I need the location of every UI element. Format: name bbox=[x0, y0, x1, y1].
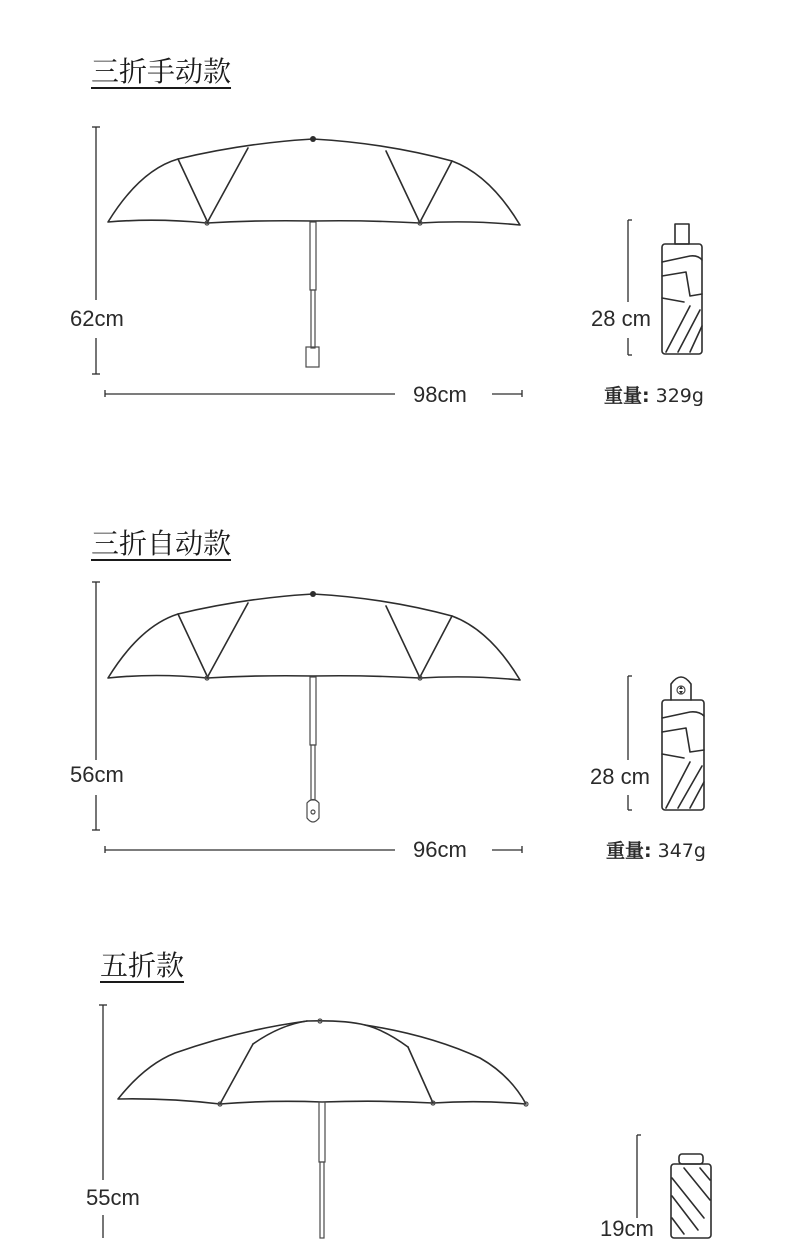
weight-value: 329g bbox=[655, 385, 704, 407]
weight-key: 重量: bbox=[604, 385, 650, 407]
folded-length-label: 19cm bbox=[600, 1216, 654, 1241]
weight-value: 347g bbox=[657, 840, 706, 862]
folded-length-label: 28 cm bbox=[591, 306, 651, 331]
section-title: 五折款 bbox=[100, 949, 185, 982]
section-title: 三折自动款 bbox=[91, 527, 232, 560]
weight-key: 重量: bbox=[606, 840, 652, 862]
height-label: 62cm bbox=[70, 306, 124, 331]
folded-length-label: 28 cm bbox=[590, 764, 650, 789]
folded-umbrella-icon bbox=[0, 1120, 800, 1238]
weight-label bbox=[604, 381, 704, 408]
height-label: 56cm bbox=[70, 762, 124, 787]
width-label: 98cm bbox=[413, 382, 467, 407]
section-title: 三折手动款 bbox=[91, 55, 232, 88]
folded-umbrella-icon bbox=[0, 460, 800, 880]
width-label: 96cm bbox=[413, 837, 467, 862]
weight-label bbox=[606, 836, 706, 863]
height-label: 55cm bbox=[86, 1185, 140, 1210]
auto-button-icon bbox=[677, 686, 685, 694]
folded-umbrella-icon bbox=[0, 0, 800, 430]
